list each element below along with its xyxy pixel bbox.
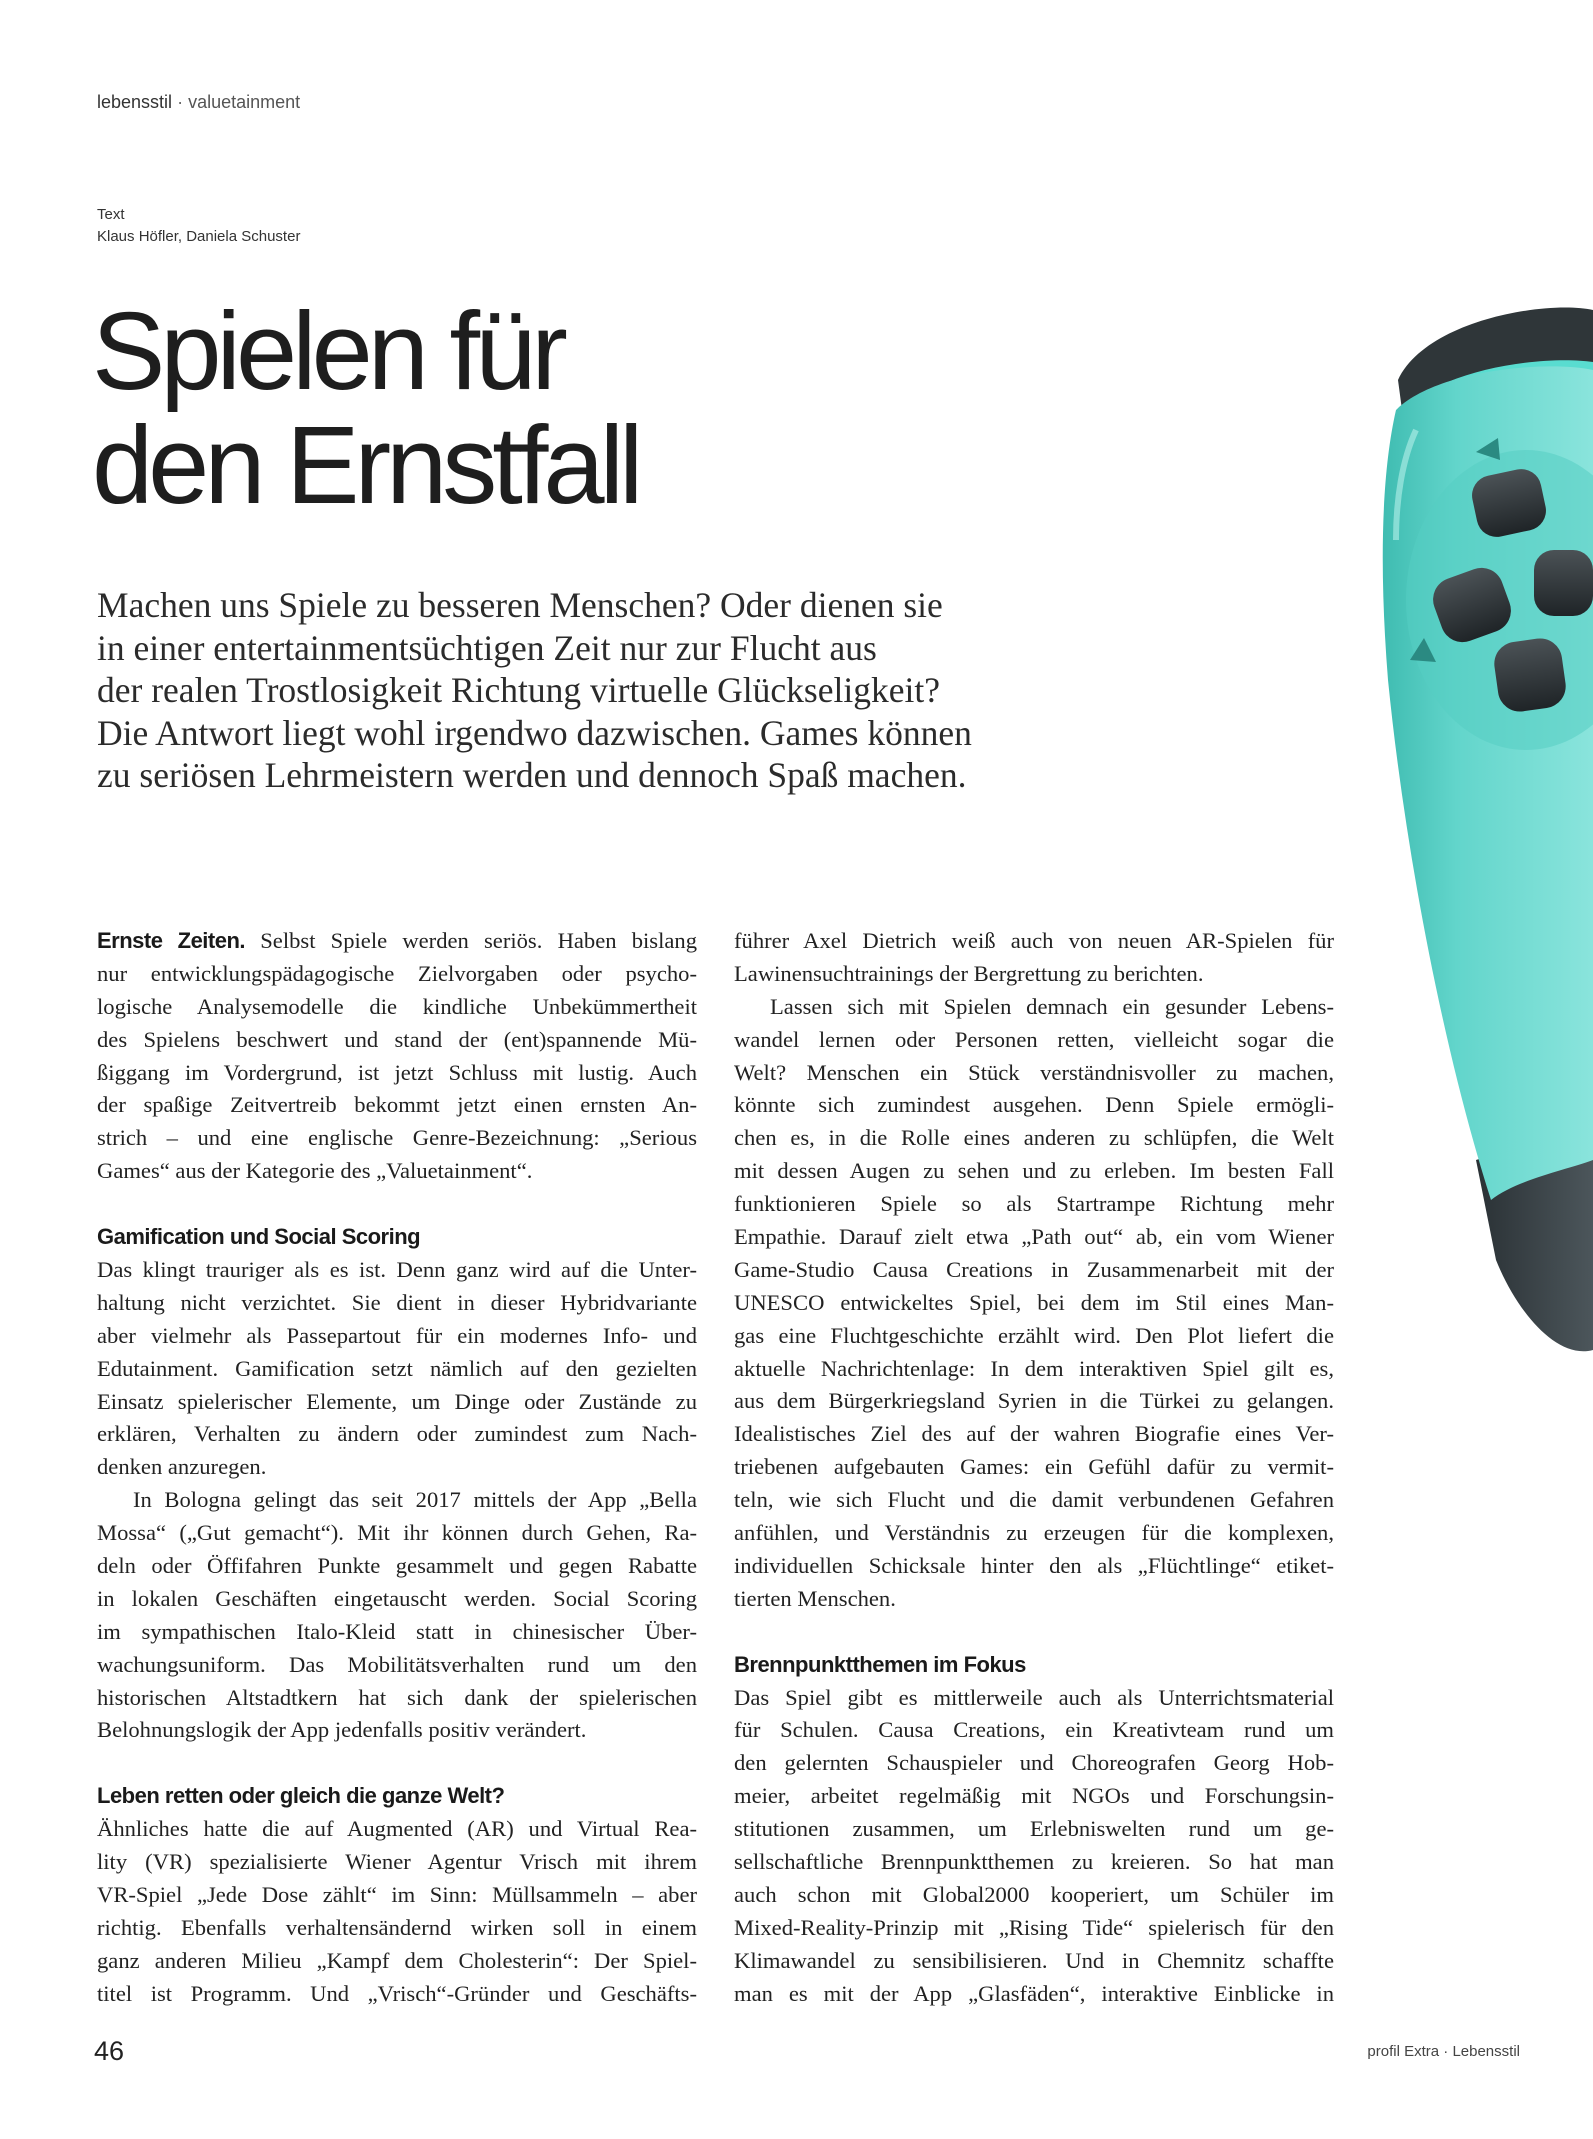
controller-button-bottom [1491,636,1568,715]
body-line: könnte sich zumindest ausgehen. Denn Spiele ermögli- [734,1092,1334,1118]
body-line: Idealistisches Ziel des auf der wahren Biografie eines Ver- [734,1421,1334,1447]
body-line: logische Analysemodelle die kindliche Unbekümmertheit [97,993,697,1019]
body-line: haltung nicht verzichtet. Sie dient in dieser Hybridvariante [97,1289,697,1315]
body-line: auch schon mit Global2000 kooperiert, um Schüler im [734,1881,1334,1907]
body-line: für Schulen. Causa Creations, ein Kreativteam rund um [734,1717,1334,1743]
body-line: triebenen aufgebauten Games: ein Gefühl dafür zu vermit- [734,1454,1334,1480]
body-line: ßiggang im Vordergrund, ist jetzt Schluss mit lustig. Auch [97,1059,697,1085]
body-line: aber vielmehr als Passepartout für ein modernes Info- und [97,1322,697,1348]
body-line: historischen Altstadtkern hat sich dank der spielerischen [97,1684,697,1710]
body-line: Games“ aus der Kategorie des „Valuetainment“. [97,1158,533,1184]
headline-line-2: den Ernstfall [92,404,639,527]
section-header [97,92,300,113]
body-line: funktionieren Spiele so als Startrampe Richtung mehr [734,1191,1334,1217]
body-line: mit dessen Augen zu sehen und zu erleben. Im besten Fall [734,1158,1334,1184]
credits-authors: Klaus Höfler, Daniela Schuster [97,228,301,245]
paragraph-gap [97,1747,697,1780]
body-line: Lassen sich mit Spielen demnach ein gesunder Lebens- [770,993,1334,1019]
body-line: der spaßige Zeitvertreib bekommt jetzt einen ernsten An- [97,1092,697,1118]
body-line: Ähnliches hatte die auf Augmented (AR) und Virtual Rea- [97,1816,697,1842]
body-line: Klimawandel zu sensibilisieren. Und in Chemnitz schaffte [734,1947,1334,1973]
body-line: Das klingt trauriger als es ist. Denn ganz wird auf die Unter- [97,1257,697,1283]
body-line: Mossa“ („Gut gemacht“). Mit ihr können durch Gehen, Ra- [97,1520,697,1546]
body-line: Lawinensuchtrainings der Bergrettung zu berichten. [734,960,1204,986]
body-line: erklären, Verhalten zu ändern oder zumindest zum Nach- [97,1421,697,1447]
body-line: Empathie. Darauf zielt etwa „Path out“ ab, ein vom Wiener [734,1224,1334,1250]
body-line: VR-Spiel „Jede Dose zählt“ im Sinn: Müllsammeln – aber [97,1882,697,1908]
subheading-gamification: Gamification und Social Scoring [97,1224,421,1250]
credits-label: Text [97,206,125,223]
body-line: sellschaftliche Brennpunktthemen zu kreieren. So hat man [734,1849,1334,1875]
section-separator: · [177,92,184,112]
section-label: lebensstil [97,92,173,112]
lead-line: zu seriösen Lehrmeistern werden und dennoch Spaß machen. [97,755,967,795]
subheading-brennpunktthemen: Brennpunktthemen im Fokus [734,1651,1026,1677]
body-line: Einsatz spielerischer Elemente, um Dinge oder Zustände zu [97,1388,697,1414]
body-line: aktuelle Nachrichtenlage: In dem interaktiven Spiel gilt es, [734,1355,1334,1381]
body-line: In Bologna gelingt das seit 2017 mittels der App „Bella [133,1487,697,1513]
lead-line: Machen uns Spiele zu besseren Menschen? Oder dienen sie [97,585,943,625]
body-line: individuellen Schicksale hinter den als „Flüchtlinge“ etiket- [734,1552,1334,1578]
article-headline [92,290,639,527]
body-line: Edutainment. Gamification setzt nämlich auf den gezielten [97,1355,697,1381]
body-line: teln, wie sich Flucht und die damit verbundenen Gefahren [734,1487,1334,1513]
footer-publication: profil Extra · Lebensstil [1367,2043,1520,2060]
body-line: wachungsuniform. Das Mobilitätsverhalten rund um den [97,1651,697,1677]
body-line: Game-Studio Causa Creations in Zusammenarbeit mit der [734,1256,1334,1282]
body-line: strich – und eine englische Genre-Bezeichnung: „Serious [97,1125,697,1151]
body-line: UNESCO entwickeltes Spiel, bei dem im Stil eines Man- [734,1289,1334,1315]
body-line: gas eine Fluchtgeschichte erzählt wird. Den Plot liefert die [734,1322,1334,1348]
body-line: man es mit der App „Glasfäden“, interaktive Einblicke in [734,1980,1334,2006]
body-line: den gelernten Schauspieler und Choreografen Georg Hob- [734,1750,1334,1776]
body-line: Das Spiel gibt es mittlerweile auch als Unterrichtsmaterial [734,1684,1334,1710]
body-line: tierten Menschen. [734,1585,896,1611]
body-line: anfühlen, und Verständnis zu erzeugen für die komplexen, [734,1520,1334,1546]
body-line: aus dem Bürgerkriegsland Syrien in die Türkei zu gelangen. [734,1388,1334,1414]
lead-line: der realen Trostlosigkeit Richtung virtuelle Glückseligkeit? [97,670,940,710]
body-line: Welt? Menschen ein Stück verständnisvoller zu machen, [734,1059,1334,1085]
author-credits [97,204,300,248]
body-line: in lokalen Geschäften eingetauscht werden. Social Scoring [97,1585,697,1611]
body-line: des Spielens beschwert und stand der (ent)spannende Mü- [97,1026,697,1052]
body-line: Belohnungslogik der App jedenfalls positiv verändert. [97,1717,587,1743]
paragraph-gap [97,1188,697,1221]
headline-line-1: Spielen für [92,290,563,413]
lead-line: Die Antwort liegt wohl irgendwo dazwischen. Games können [97,712,972,753]
controller-button-right [1534,550,1593,616]
body-line: chen es, in die Rolle eines anderen zu schlüpfen, die Welt [734,1125,1334,1151]
game-controller-icon [1366,300,1593,1370]
lead-line: in einer entertainmentsüchtigen Zeit nur zur Flucht aus [97,627,877,668]
intro-runin: Ernste Zeiten. [97,928,246,953]
body-line: ganz anderen Milieu „Kampf dem Cholesterin“: Der Spiel- [97,1947,697,1973]
body-column-left [97,925,697,2011]
page-number: 46 [94,2036,125,2066]
body-line [97,925,697,958]
article-lead [97,584,1027,797]
intro-first-text: Selbst Spiele werden seriös. Haben bislang [260,928,697,953]
body-line: meier, arbeitet regelmäßig mit NGOs und Forschungsin- [734,1783,1334,1809]
body-line: richtig. Ebenfalls verhaltensändernd wirken soll in einem [97,1914,697,1940]
body-line: denken anzuregen. [97,1454,267,1480]
body-line: führer Axel Dietrich weiß auch von neuen AR-Spielen für [734,928,1334,953]
body-column-right [734,925,1334,2011]
body-line: nur entwicklungspädagogische Zielvorgaben oder psycho- [97,960,697,986]
body-line: deln oder Öffifahren Punkte gesammelt und gegen Rabatte [97,1553,697,1579]
body-line: stitutionen zusammen, um Erlebniswelten rund um ge- [734,1816,1334,1842]
body-line: titel ist Programm. Und „Vrisch“-Gründer und Geschäfts- [97,1980,697,2006]
body-line: wandel lernen oder Personen retten, vielleicht sogar die [734,1026,1334,1052]
paragraph-gap [734,1616,1334,1649]
body-line: Mixed-Reality-Prinzip mit „Rising Tide“ spielerisch für den [734,1914,1334,1940]
body-line: lity (VR) spezialisierte Wiener Agentur Vrisch mit ihrem [97,1849,697,1875]
subsection-label: valuetainment [188,92,301,112]
subheading-leben-retten: Leben retten oder gleich die ganze Welt? [97,1783,505,1809]
body-line: im sympathischen Italo-Kleid statt in chinesischer Über- [97,1618,697,1644]
